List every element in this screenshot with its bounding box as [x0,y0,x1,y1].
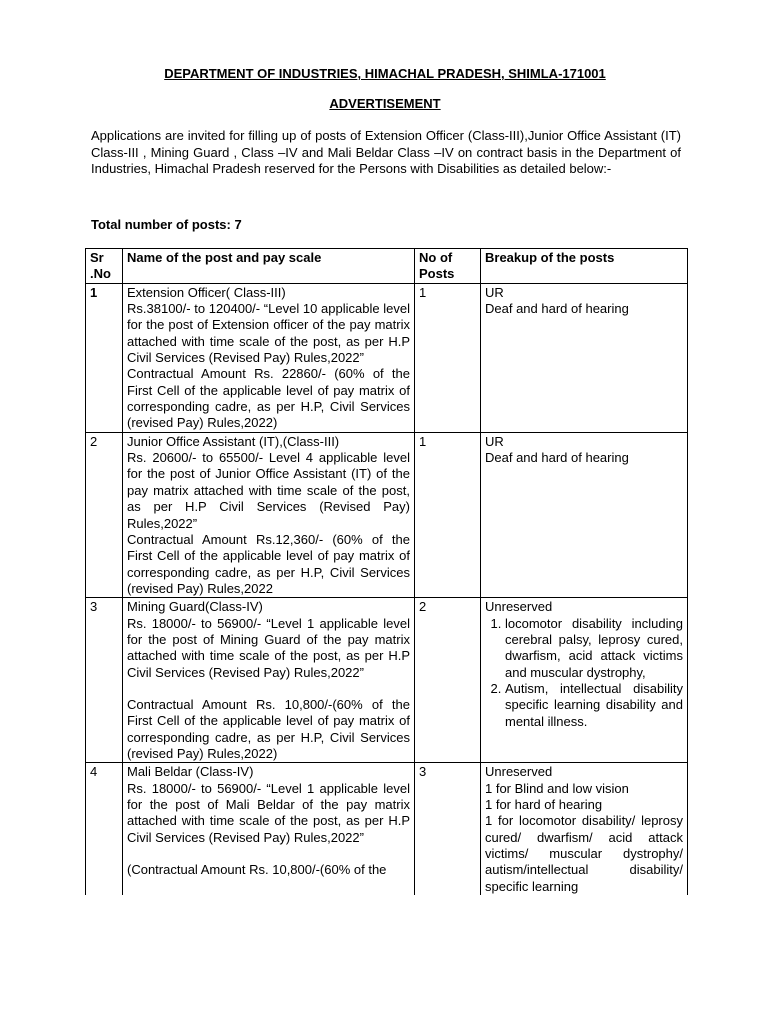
breakup-heading: Unreserved [485,764,553,780]
row-sr-no: 3 [86,598,123,763]
header-no-of-posts: No of Posts [415,249,481,284]
row-sr-no: 1 [86,283,123,432]
total-posts: Total number of posts: 7 [91,217,242,232]
contract-amount: (Contractual Amount Rs. 10,800/-(60% of the [127,862,387,878]
intro-paragraph: Applications are invited for filling up of posts of Extension Officer (Class-III),Junior Office Assistant (IT) Class-III , Mining Guard , Class –IV and Mali Beldar Class –IV on contract basis in the Department of Industries, Himachal Pradesh reserved for the Persons with Disabilities as detailed below:- [91,128,681,176]
post-title: Mali Beldar (Class-IV) [127,764,254,780]
spacer [127,846,410,862]
pay-scale: Rs.38100/- to 120400/- “Level 10 applicable level for the post of Extension officer of the pay matrix attached with time scale of the post, as per H.P Civil Services (Revised Pay) Rules,2022” [127,301,410,366]
pay-scale: Rs. 18000/- to 56900/- “Level 1 applicable level for the post of Mining Guard of the pay matrix attached with time scale of the post, as per H.P Civil Services (Revised Pay) Rules,2022” [127,615,410,680]
row-no-of-posts: 3 [415,763,481,895]
pay-scale: Rs. 20600/- to 65500/- Level 4 applicable level for the post of Junior Office Assistant (IT) of the pay matrix attached with time scale of the post, as per H.P Civil Services (Revised Pay) Rules,2022” [127,450,410,531]
breakup-heading: UR [485,433,504,449]
post-title: Mining Guard(Class-IV) [127,599,263,615]
contract-amount: Contractual Amount Rs. 10,800/-(60% of the First Cell of the applicable level of pay matrix of corresponding cadre, as per H.P, Civil Services (revised Pay) Rules,2022) [127,696,410,761]
breakup-line: 1 for hard of hearing [485,797,603,812]
row-post-details [123,283,415,432]
page-heading: DEPARTMENT OF INDUSTRIES, HIMACHAL PRADESH, SHIMLA-171001 [164,66,606,81]
row-post-details [123,432,415,597]
post-title: Extension Officer( Class-III) [127,284,286,300]
breakup-heading: Unreserved [485,599,553,615]
breakup-detail: Deaf and hard of hearing [485,450,629,466]
row-breakup [481,432,688,597]
advertisement-heading: ADVERTISEMENT [329,96,441,111]
breakup-list [485,616,683,730]
contract-amount: Contractual Amount Rs. 22860/- (60% of the First Cell of the applicable level of pay matrix of corresponding cadre, as per H.P, Civil Services (revised Pay) Rules,2022) [127,366,410,431]
posts-table [85,248,688,895]
row-breakup [481,763,688,895]
header-breakup: Breakup of the posts [481,249,688,284]
table-row [86,598,688,763]
table-row [86,432,688,597]
breakup-line: 1 for locomotor disability/ leprosy cured/ dwarfism/ acid attack victims/ muscular dystrophy/ autism/intellectual disability/ specific learning [485,813,683,894]
breakup-line: 1 for Blind and low vision [485,780,629,796]
row-post-details [123,763,415,895]
breakup-detail: Deaf and hard of hearing [485,301,629,317]
row-no-of-posts: 1 [415,283,481,432]
header-post-name: Name of the post and pay scale [123,249,415,284]
table-row [86,763,688,895]
contract-amount: Contractual Amount Rs.12,360/- (60% of the First Cell of the applicable level of pay matrix of corresponding cadre, as per H.P, Civil Services (revised Pay) Rules,2022 [127,531,410,596]
table-header-row [86,249,688,284]
row-breakup [481,283,688,432]
post-title: Junior Office Assistant (IT),(Class-III) [127,433,340,449]
table-row [86,283,688,432]
row-sr-no: 4 [86,763,123,895]
row-breakup [481,598,688,763]
list-item: 2. Autism, intellectual disability specific learning disability and mental illness. [505,681,683,730]
row-no-of-posts: 1 [415,432,481,597]
header-sr-no: Sr .No [86,249,123,284]
spacer [127,681,410,697]
row-post-details [123,598,415,763]
list-item: 1. locomotor disability including cerebral palsy, leprosy cured, dwarfism, acid attack victims and muscular dystrophy, [505,616,683,681]
breakup-heading: UR [485,284,504,300]
row-sr-no: 2 [86,432,123,597]
row-no-of-posts: 2 [415,598,481,763]
pay-scale: Rs. 18000/- to 56900/- “Level 1 applicable level for the post of Mali Beldar of the pay matrix attached with time scale of the post, as per H.P Civil Services (Revised Pay) Rules,2022” [127,780,410,845]
